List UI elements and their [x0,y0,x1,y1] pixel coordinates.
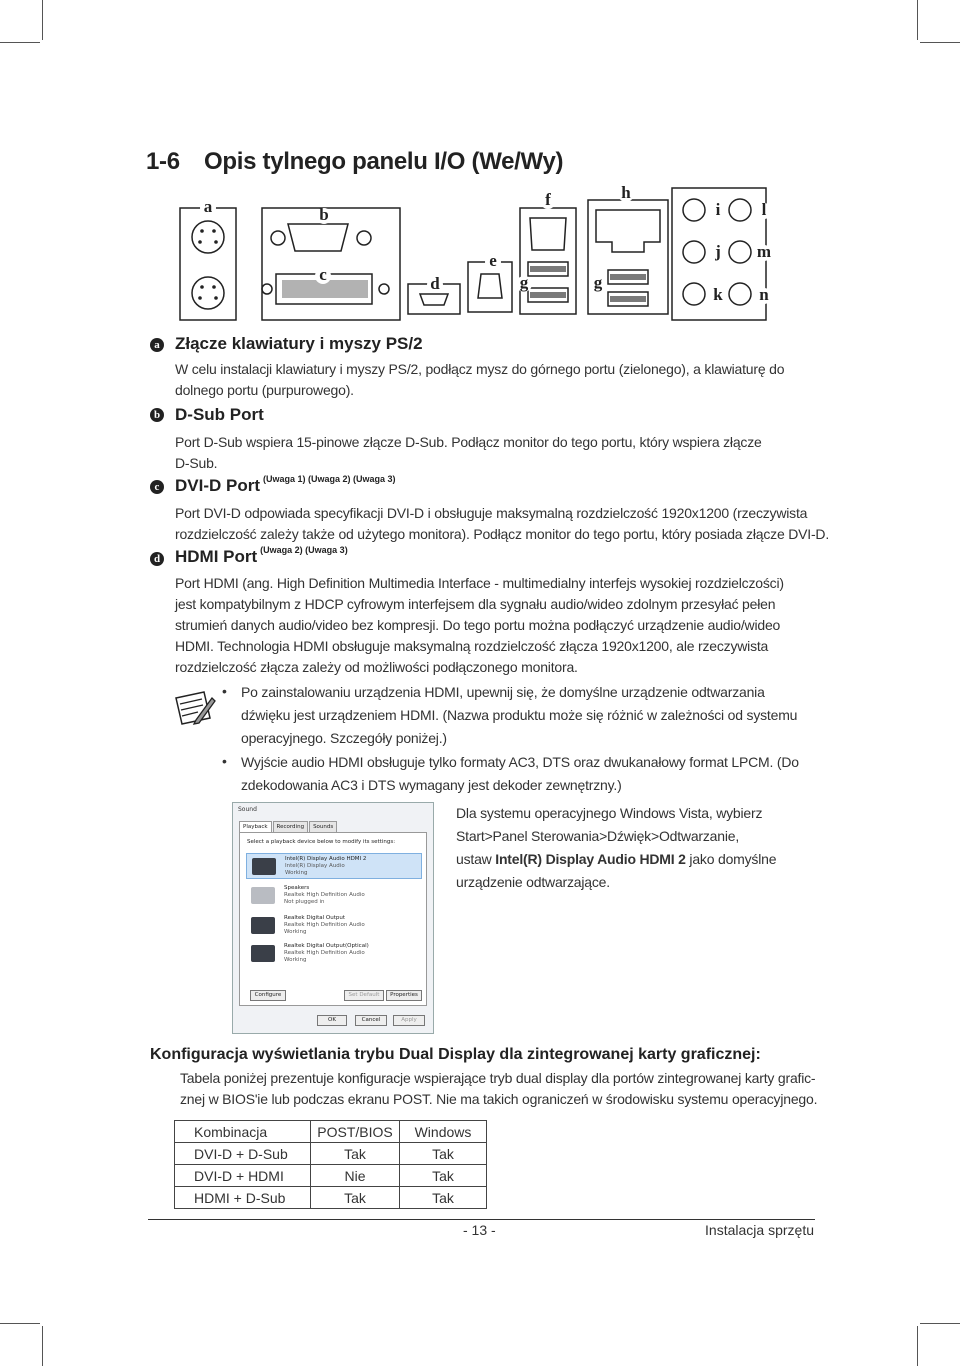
crop-mark [42,0,43,40]
bullet-marker: • [222,753,227,769]
crop-mark [917,1326,918,1366]
port-label-c: c [315,268,331,284]
digital-output-icon [251,945,275,962]
section-title-dvi: DVI-D Port $^{(Uwaga 1) (Uwaga 2) (Uwaga 3)}$ [175,474,396,495]
port-label-j: j [710,245,726,261]
vista-instructions: Dla systemu operacyjnego Windows Vista, wybierz Start>Panel Sterowania>Dźwięk>Odtwarzanie, ustaw Intel(R) Display Audio HDMI 2 jako domyślne urządzenie odtwarzające. [456,805,777,890]
section-title: Opis tylnego panelu I/O (We/Wy) [204,148,564,175]
tab-playback[interactable]: Playback [239,821,272,832]
dual-display-title: Konfiguracja wyświetlania trybu Dual Display dla zintegrowanej karty graficznej: [150,1046,761,1063]
crop-mark [920,42,960,43]
digital-output-icon [251,917,275,934]
port-label-g: g [590,276,606,292]
table-row: HDMI + D-Sub Tak Tak [175,1187,487,1209]
section-text-hdmi: Port HDMI (ang. High Definition Multimedia Interface - multimedialny interfejs wysokiej rozdzielczości) jest kompatybilnym z HDCP cyfrowym interfejsem dla sygnału audio/wideo zdolnym przesyłać pełen strumień danych audio/video bez kompresji. Do tego portu można podłączyć urządzenie audio/wideo HDMI. Technologia HDMI obsługuje maksymalną rozdzielczość złącza 1920x1200, ale rzeczywista rozdzielczość złącza zależy od możliwości podłączonego monitora. [175,575,784,675]
set-default-button[interactable]: Set Default [344,990,384,1001]
table-row: DVI-D + HDMI Nie Tak [175,1165,487,1187]
ok-button[interactable]: OK [317,1015,347,1026]
section-marker-c: c [150,480,164,494]
port-label-d: d [427,277,443,293]
section-title-ps2: Złącze klawiatury i myszy PS/2 [175,334,423,353]
port-label-k: k [710,288,726,304]
bullet-text: Wyjście audio HDMI obsługuje tylko formaty AC3, DTS oraz dwukanałowy format LPCM. (Do zdekodowania AC3 i DTS wymagany jest dekoder zewnętrzny.) [241,754,799,793]
section-text-dsub: Port D-Sub wspiera 15-pinowe złącze D-Sub. Podłącz monitor do tego portu, który wspiera złącze D-Sub. [175,434,762,471]
rear-io-panel-drawing [178,186,768,322]
crop-mark [42,1326,43,1366]
port-label-e: e [485,254,501,270]
bullet-marker: • [222,683,227,699]
dialog-tabs [239,821,338,832]
port-label-h: h [618,186,634,202]
table-header-row: Kombinacja POST/BIOS Windows [175,1121,487,1143]
section-number: 1-6 [146,148,180,175]
table-row: DVI-D + D-Sub Tak Tak [175,1143,487,1165]
section-text-ps2: W celu instalacji klawiatury i myszy PS/2, podłącz mysz do górnego portu (zielonego), a klawiaturę do dolnego portu (purpurowego). [175,361,785,398]
tab-sounds[interactable]: Sounds [309,821,337,832]
configure-button[interactable]: Configure [250,990,286,1001]
dual-display-text: Tabela poniżej prezentuje konfiguracje wspierające tryb dual display dla portów zintegrowanej karty grafic- znej w BIOS'ie lub podczas ekranu POST. Nie ma takich ograniczeń w środowisku systemu operacyjnego. [180,1070,818,1107]
section-marker-d: d [150,552,164,566]
port-label-i: i [710,203,726,219]
section-marker-b: b [150,408,164,422]
dialog-title: Sound [238,806,257,813]
dual-display-table [174,1120,487,1209]
bullet-text: Po zainstalowaniu urządzenia HDMI, upewnij się, że domyślne urządzenie odtwarzania dźwięku jest urządzeniem HDMI. (Nazwa produktu może się różnić w zależności od systemu operacyjnego. Szczegóły poniżej.) [241,684,798,746]
section-text-dvi: Port DVI-D odpowiada specyfikacji DVI-D i obsługuje maksymalną rozdzielczość 1920x1200 (rzeczywista rozdzielczość zależy także od użytego monitora). Podłącz monitor do tego portu, który posiada złącze DVI-D. [175,505,830,542]
port-label-b: b [316,208,332,224]
section-title-dsub: D-Sub Port [175,405,264,424]
crop-mark [0,42,40,43]
crop-mark [0,1323,40,1324]
device-item[interactable]: Intel(R) Display Audio HDMI 2 Intel(R) Display Audio Working [246,853,422,879]
tab-recording[interactable]: Recording [273,821,309,832]
rear-io-panel-diagram [178,183,772,322]
port-label-m: m [756,242,772,261]
monitor-icon [252,858,276,875]
port-label-f: f [540,193,556,209]
properties-button[interactable]: Properties [386,990,422,1001]
device-item[interactable]: Realtek Digital Output(Optical) Realtek High Definition Audio Working [246,941,422,967]
section-marker-a: a [150,338,164,352]
note-refs: (Uwaga 1) (Uwaga 2) (Uwaga 3) [263,474,396,484]
device-item[interactable]: Speakers Realtek High Definition Audio Not plugged in [246,883,422,909]
cancel-button[interactable]: Cancel [355,1015,387,1026]
port-label-a: a [200,200,216,216]
device-item[interactable]: Realtek Digital Output Realtek High Definition Audio Working [246,913,422,939]
note-pencil-icon [172,688,216,728]
speaker-icon [251,887,275,904]
sound-dialog-screenshot [232,802,434,1034]
page-number: - 13 - [463,1222,496,1238]
port-label-n: n [756,288,772,304]
dialog-instruction: Select a playback device below to modify its settings: [247,839,396,845]
crop-mark [920,1323,960,1324]
dialog-body [239,832,427,1006]
section-title-hdmi: HDMI Port $^{(Uwaga 2) (Uwaga 3)}$ [175,545,348,566]
note-refs: (Uwaga 2) (Uwaga 3) [260,545,348,555]
footer-section-name: Instalacja sprzętu [705,1222,814,1238]
page-title [146,148,563,176]
port-label-g: g [516,276,532,292]
apply-button[interactable]: Apply [393,1015,425,1026]
port-label-l: l [756,203,772,219]
crop-mark [917,0,918,40]
footer-divider [148,1219,815,1220]
